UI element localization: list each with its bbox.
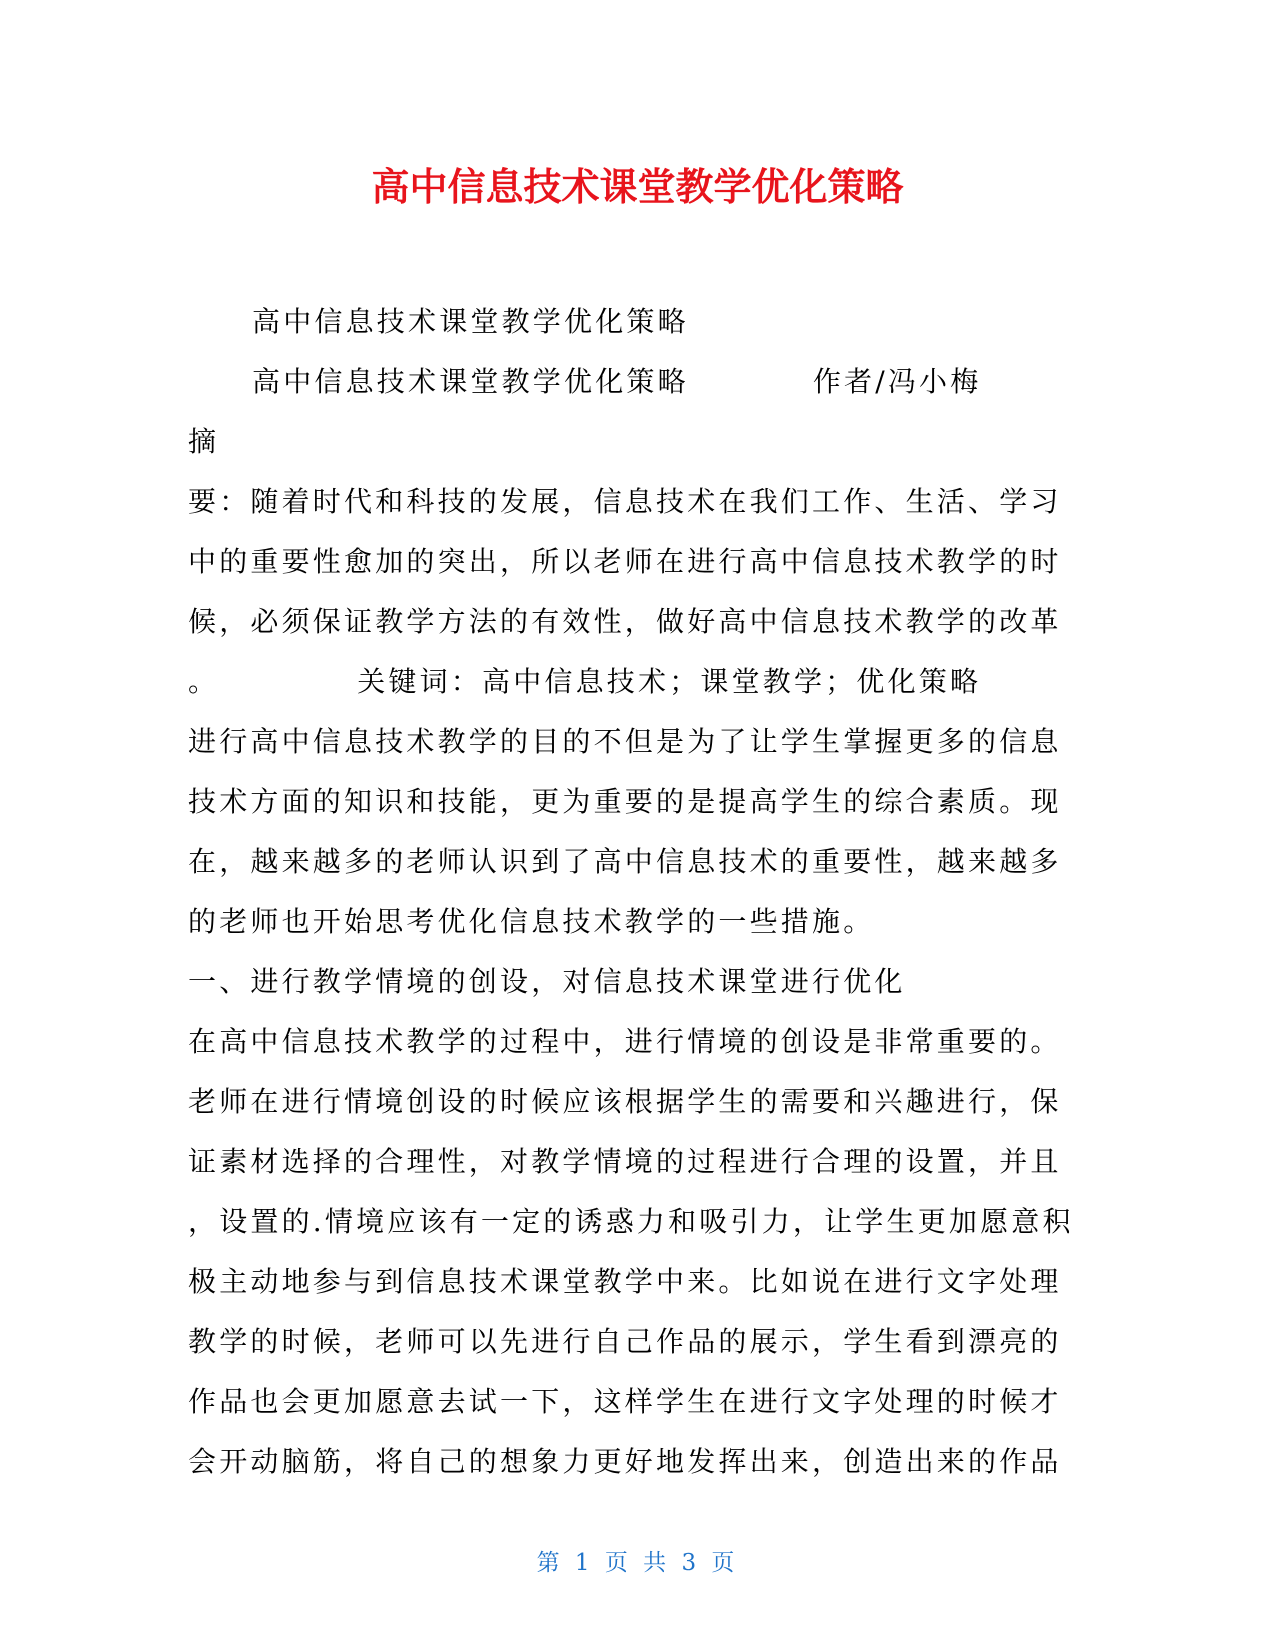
section-line: 在高中信息技术教学的过程中，进行情境的创设是非常重要的。: [188, 1025, 1062, 1058]
section-line: 证素材选择的合理性，对教学情境的过程进行合理的设置，并且: [188, 1145, 1062, 1178]
abstract-line: 中的重要性愈加的突出，所以老师在进行高中信息技术教学的时: [188, 545, 1062, 578]
section-line: 极主动地参与到信息技术课堂教学中来。比如说在进行文字处理: [188, 1265, 1062, 1298]
page-indicator: 第 1 页 共 3 页: [536, 1550, 739, 1576]
byline: [188, 352, 1078, 412]
abstract-line: 要：随着时代和科技的发展，信息技术在我们工作、生活、学习: [188, 485, 1062, 518]
section-line: 作品也会更加愿意去试一下，这样学生在进行文字处理的时候才: [188, 1385, 1062, 1418]
intro-line: 在，越来越多的老师认识到了高中信息技术的重要性，越来越多: [188, 845, 1062, 878]
document-body: [188, 292, 1078, 1492]
section-line: ，设置的.情境应该有一定的诱惑力和吸引力，让学生更加愿意积: [188, 1205, 1074, 1238]
section-line: 老师在进行情境创设的时候应该根据学生的需要和兴趣进行，保: [188, 1085, 1062, 1118]
abstract-line: 候，必须保证教学方法的有效性，做好高中信息技术教学的改革: [188, 605, 1062, 638]
intro-line: 的老师也开始思考优化信息技术教学的一些措施。: [188, 905, 875, 938]
section-heading: 一、进行教学情境的创设，对信息技术课堂进行优化: [188, 965, 906, 998]
intro-line: 进行高中信息技术教学的目的不但是为了让学生掌握更多的信息: [188, 725, 1062, 758]
byline-author: 作者/冯小梅: [812, 365, 982, 398]
abstract-end: 。: [188, 665, 220, 698]
keywords-line: [188, 652, 1078, 712]
abstract-label: 摘: [188, 425, 220, 458]
section-line: 教学的时候，老师可以先进行自己作品的展示，学生看到漂亮的: [188, 1325, 1062, 1358]
section-line: 会开动脑筋，将自己的想象力更好地发挥出来，创造出来的作品: [188, 1445, 1062, 1478]
intro-line: 技术方面的知识和技能，更为重要的是提高学生的综合素质。现: [188, 785, 1062, 818]
byline-title: 高中信息技术课堂教学优化策略: [252, 365, 689, 398]
document-title: 高中信息技术课堂教学优化策略: [371, 165, 904, 209]
subtitle: 高中信息技术课堂教学优化策略: [252, 305, 689, 338]
keywords: 关键词：高中信息技术；课堂教学；优化策略: [357, 665, 982, 698]
